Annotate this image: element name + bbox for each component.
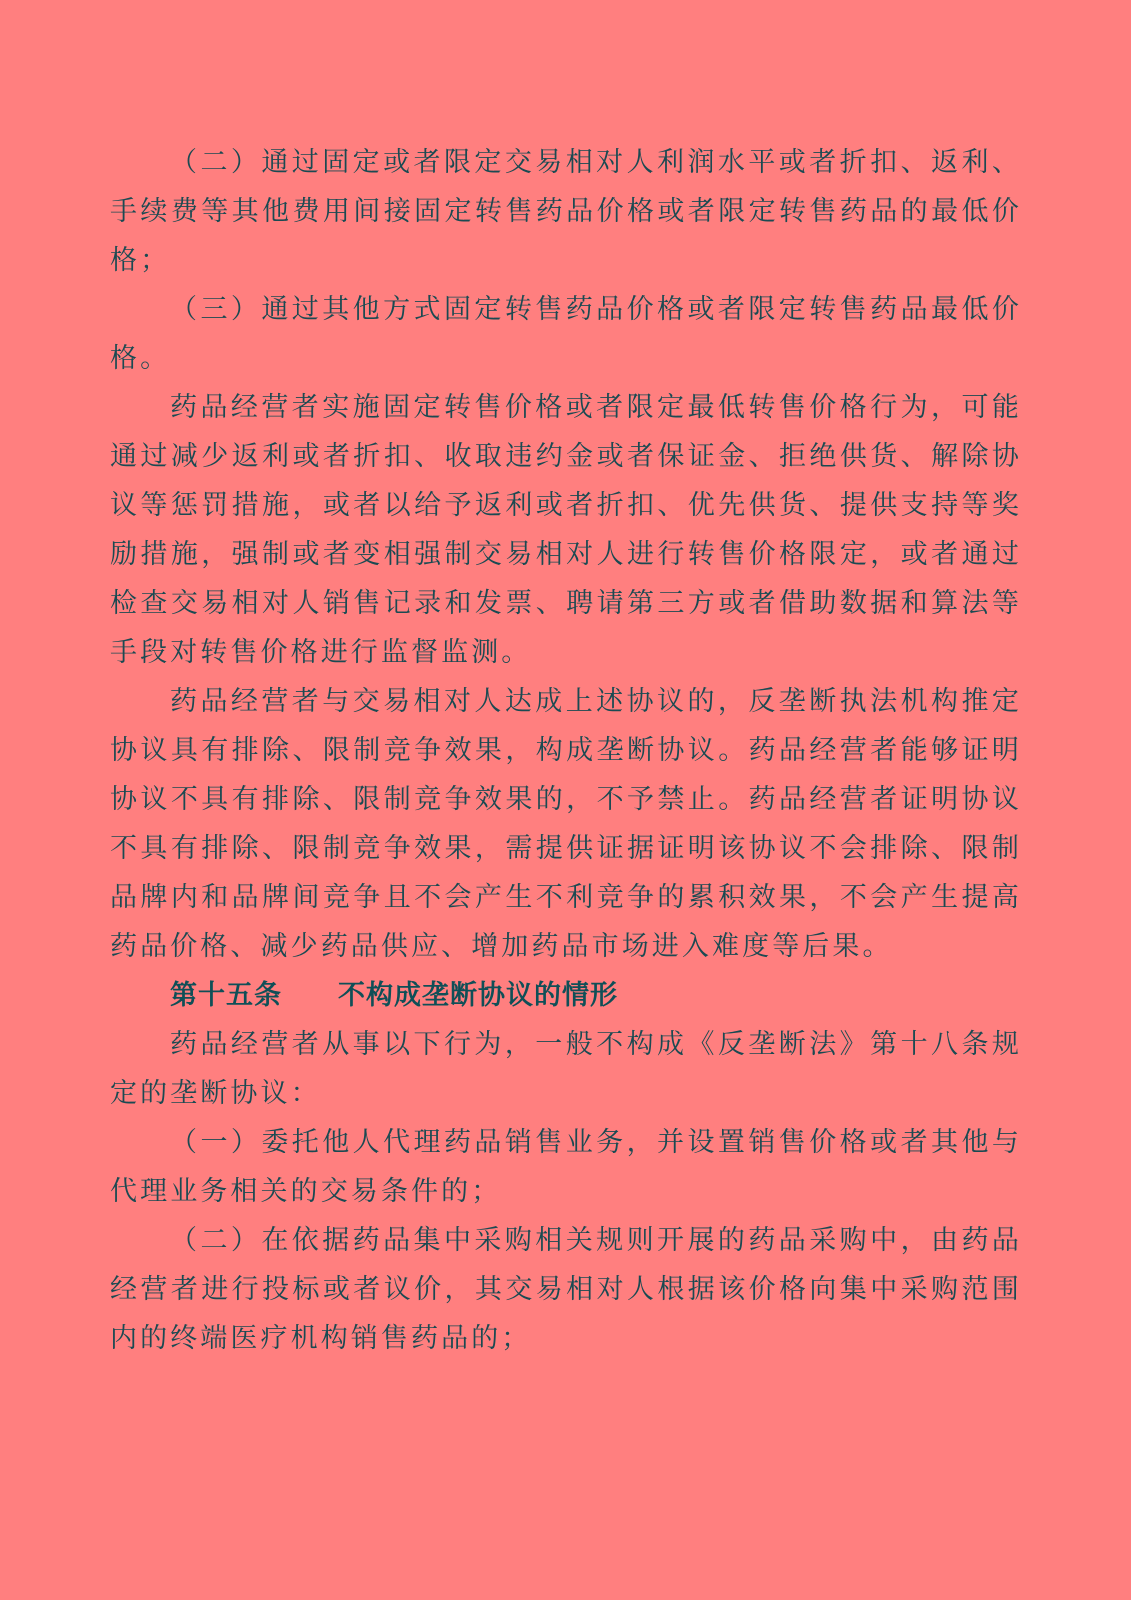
paragraph-enforcement-methods: 药品经营者实施固定转售价格或者限定最低转售价格行为，可能通过减少返利或者折扣、收取违约金或者保证金、拒绝供货、解除协议等惩罚措施，或者以给予返利或者折扣、优先供货、提供支持等奖励措施，强制或者变相强制交易相对人进行转售价格限定，或者通过检查交易相对人销售记录和发票、聘请第三方或者借助数据和算法等手段对转售价格进行监督监测。 — [110, 392, 1022, 668]
paragraph-presumption: 药品经营者与交易相对人达成上述协议的，反垄断执法机构推定协议具有排除、限制竞争效果，构成垄断协议。药品经营者能够证明协议不具有排除、限制竞争效果的，不予禁止。药品经营者证明协议不具有排除、限制竞争效果，需提供证据证明该协议不会排除、限制品牌内和品牌间竞争且不会产生不利竞争的累积效果，不会产生提高药品价格、减少药品供应、增加药品市场进入难度等后果。 — [110, 686, 1022, 962]
document-page — [110, 138, 1022, 1363]
article-15-heading: 第十五条 不构成垄断协议的情形 — [170, 980, 618, 1011]
paragraph-exception-1: （一）委托他人代理药品销售业务，并设置销售价格或者其他与代理业务相关的交易条件的； — [110, 1127, 1022, 1207]
paragraph-exception-2: （二）在依据药品集中采购相关规则开展的药品采购中，由药品经营者进行投标或者议价，其交易相对人根据该价格向集中采购范围内的终端医疗机构销售药品的； — [110, 1225, 1022, 1354]
paragraph-article-15-intro: 药品经营者从事以下行为，一般不构成《反垄断法》第十八条规定的垄断协议： — [110, 1029, 1022, 1109]
paragraph-item-3: （三）通过其他方式固定转售药品价格或者限定转售药品最低价格。 — [110, 294, 1022, 374]
paragraph-item-2: （二）通过固定或者限定交易相对人利润水平或者折扣、返利、手续费等其他费用间接固定转售药品价格或者限定转售药品的最低价格； — [110, 147, 1022, 276]
